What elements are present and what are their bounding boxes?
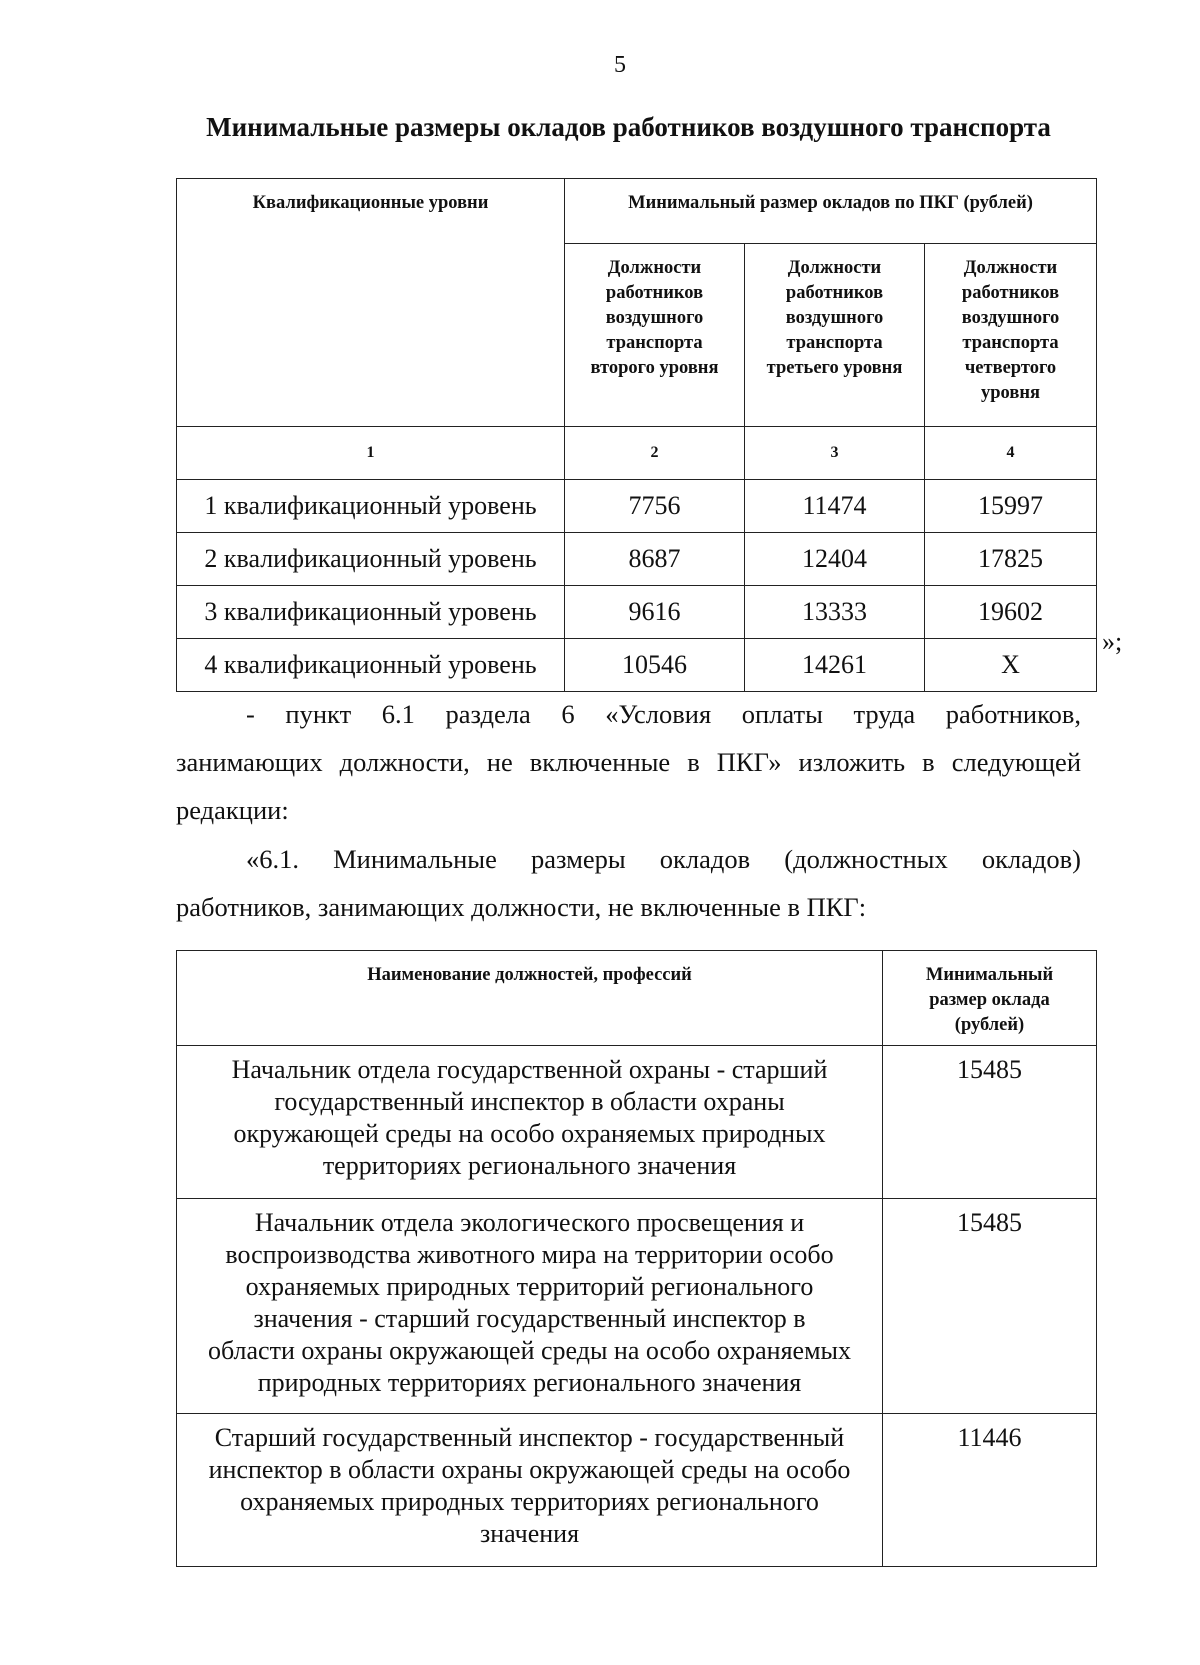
- salary-cell: 11474: [745, 480, 925, 533]
- salary-cell: 19602: [925, 586, 1097, 639]
- text-line: уровня: [981, 383, 1040, 403]
- text-line: Минимальный: [925, 965, 1054, 985]
- column-number: 3: [745, 427, 925, 480]
- text-line: Старший государственный инспектор - государственный: [214, 1423, 845, 1452]
- fourth-level-header: [925, 244, 1097, 427]
- text-line: Должности: [963, 258, 1058, 278]
- text-line: окружающей среды на особо охраняемых природных: [233, 1119, 826, 1148]
- qualification-levels-header: Квалификационные уровни: [177, 179, 565, 427]
- column-number-row: [177, 427, 1097, 480]
- text-line: работников: [605, 283, 704, 303]
- text-line: инспектор в области охраны окружающей среды на особо: [208, 1455, 851, 1484]
- salary-cell: 13333: [745, 586, 925, 639]
- text-line: третьего уровня: [766, 358, 903, 378]
- position-name-cell: [177, 1199, 883, 1414]
- text-line: охраняемых природных территорий регионального: [245, 1272, 814, 1301]
- text-line: значения: [479, 1519, 580, 1548]
- table-row: [177, 639, 1097, 692]
- table-row: [177, 1046, 1097, 1199]
- qualification-level-cell: 4 квалификационный уровень: [177, 639, 565, 692]
- text-line: территориях регионального значения: [322, 1151, 737, 1180]
- text-line: воспроизводства животного мира на территории особо: [225, 1240, 834, 1269]
- salary-cell: 8687: [565, 533, 745, 586]
- text-line: охраняемых природных территориях регионального: [240, 1487, 819, 1516]
- third-level-header: [745, 244, 925, 427]
- salary-cell: 14261: [745, 639, 925, 692]
- table-row: [177, 480, 1097, 533]
- table-row: [177, 1199, 1097, 1414]
- table-row: [177, 1414, 1097, 1567]
- air-transport-salary-table: [176, 178, 1097, 692]
- second-level-header: [565, 244, 745, 427]
- non-pkg-positions-salary-table: [176, 950, 1097, 1567]
- salary-cell: X: [925, 639, 1097, 692]
- text-line: природных территориях регионального значения: [257, 1368, 802, 1397]
- paragraph-line: занимающих должности, не включенные в ПКГ» изложить в следующей: [176, 747, 1081, 777]
- text-line: транспорта: [606, 333, 703, 353]
- salary-cell: 11446: [883, 1414, 1097, 1567]
- qualification-level-cell: 2 квалификационный уровень: [177, 533, 565, 586]
- text-line: воздушного: [785, 308, 884, 328]
- qualification-level-cell: 3 квалификационный уровень: [177, 586, 565, 639]
- text-line: области охраны окружающей среды на особо охраняемых: [207, 1336, 852, 1365]
- column-number: 4: [925, 427, 1097, 480]
- text-line: государственный инспектор в области охраны: [274, 1087, 785, 1116]
- text-line: Начальник отдела государственной охраны - старший: [231, 1055, 828, 1084]
- text-line: воздушного: [605, 308, 704, 328]
- position-name-header: Наименование должностей, профессий: [177, 951, 883, 1046]
- salary-cell: 17825: [925, 533, 1097, 586]
- position-name-cell: [177, 1046, 883, 1199]
- salary-cell: 10546: [565, 639, 745, 692]
- paragraph-line: - пункт 6.1 раздела 6 «Условия оплаты труда работников,: [246, 699, 1081, 729]
- paragraph-line: работников, занимающих должности, не включенные в ПКГ:: [176, 892, 867, 922]
- salary-cell: 15485: [883, 1046, 1097, 1199]
- min-salary-group-header: Минимальный размер окладов по ПКГ (рублей): [565, 179, 1097, 244]
- table-row: [177, 586, 1097, 639]
- qualification-level-cell: 1 квалификационный уровень: [177, 480, 565, 533]
- closing-quote: »;: [1102, 627, 1123, 656]
- salary-cell: 12404: [745, 533, 925, 586]
- text-line: Должности: [607, 258, 702, 278]
- min-salary-header: [883, 951, 1097, 1046]
- salary-cell: 7756: [565, 480, 745, 533]
- text-line: транспорта: [786, 333, 883, 353]
- document-title: Минимальные размеры окладов работников воздушного транспорта: [206, 112, 1051, 142]
- text-line: второго уровня: [590, 358, 719, 378]
- text-line: работников: [785, 283, 884, 303]
- table-row: [177, 533, 1097, 586]
- salary-cell: 15997: [925, 480, 1097, 533]
- text-line: транспорта: [962, 333, 1059, 353]
- text-line: (рублей): [954, 1015, 1025, 1035]
- text-line: Начальник отдела экологического просвещения и: [254, 1208, 805, 1237]
- text-line: значения - старший государственный инспектор в: [253, 1304, 806, 1333]
- paragraph-line: «6.1. Минимальные размеры окладов (должностных окладов): [246, 844, 1081, 874]
- text-line: воздушного: [961, 308, 1060, 328]
- text-line: размер оклада: [929, 990, 1050, 1010]
- salary-cell: 15485: [883, 1199, 1097, 1414]
- column-number: 2: [565, 427, 745, 480]
- text-line: Должности: [787, 258, 882, 278]
- paragraph-line: редакции:: [176, 795, 289, 825]
- amendment-paragraph: [176, 690, 1081, 834]
- text-line: работников: [961, 283, 1060, 303]
- column-number: 1: [177, 427, 565, 480]
- salary-cell: 9616: [565, 586, 745, 639]
- text-line: четвертого: [964, 358, 1057, 378]
- section-6-1-paragraph: [176, 835, 1081, 931]
- position-name-cell: [177, 1414, 883, 1567]
- page-number: 5: [614, 52, 626, 78]
